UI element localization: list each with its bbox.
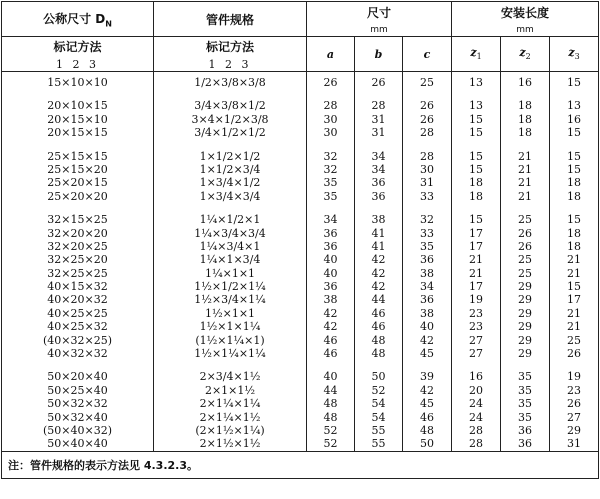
cell-dn: 32×15×25	[47, 213, 108, 227]
cell-b: 38	[371, 213, 386, 227]
cell-dn: 50×40×40	[47, 437, 108, 451]
cell-z1: 27	[469, 333, 484, 347]
cell-z2: 26	[518, 226, 533, 240]
cell-a: 38	[323, 293, 338, 307]
column-z1	[452, 72, 501, 452]
group-gap	[2, 140, 153, 150]
cell-z2: 35	[518, 410, 533, 424]
cell-a: 30	[323, 126, 338, 140]
cell-dn: 40×20×32	[47, 293, 108, 307]
cell-b: 41	[371, 239, 386, 253]
cell-z1: 27	[469, 347, 484, 361]
cell-dn: 50×25×40	[47, 383, 108, 397]
header-dn-label: 公称尺寸 D	[43, 11, 106, 26]
group-gap	[550, 140, 598, 150]
cell-z1: 13	[469, 99, 484, 113]
header-dn	[2, 2, 154, 37]
cell-z2: 21	[518, 176, 533, 190]
cell-z2: 36	[518, 423, 533, 437]
cell-dn: (40×32×25)	[42, 333, 112, 347]
cell-spec: 1½×1/2×1¼	[194, 280, 266, 294]
cell-a: 28	[323, 99, 338, 113]
group-gap	[403, 360, 451, 370]
cell-b: 34	[371, 149, 386, 163]
header-z3-label: z	[568, 46, 575, 60]
group-gap	[501, 89, 549, 99]
cell-z2: 18	[518, 126, 533, 140]
header-install-length-unit: mm	[516, 24, 534, 35]
cell-c: 42	[420, 333, 435, 347]
cell-z1: 21	[469, 266, 484, 280]
cell-a: 40	[323, 253, 338, 267]
cell-spec: 2×1×1½	[204, 383, 256, 397]
cell-c: 45	[420, 347, 435, 361]
cell-z2: 26	[518, 239, 533, 253]
cell-c: 35	[420, 239, 435, 253]
cell-c: 48	[420, 423, 435, 437]
group-gap	[501, 140, 549, 150]
cell-b: 36	[371, 189, 386, 203]
group-gap	[355, 360, 402, 370]
group-gap	[154, 360, 306, 370]
cell-c: 26	[420, 112, 435, 126]
column-b	[355, 72, 403, 452]
cell-a: 35	[323, 189, 338, 203]
cell-z3: 15	[567, 213, 582, 227]
cell-z3: 18	[567, 176, 582, 190]
cell-b: 54	[371, 397, 386, 411]
cell-dn: 40×32×32	[47, 347, 108, 361]
cell-dn: 20×15×10	[47, 112, 108, 126]
cell-dn: 32×25×20	[47, 253, 108, 267]
cell-a: 36	[323, 226, 338, 240]
cell-z3: 21	[567, 306, 582, 320]
cell-dn: (50×40×32)	[42, 423, 112, 437]
cell-z3: 15	[567, 162, 582, 176]
cell-dn: 32×25×25	[47, 266, 108, 280]
cell-z3: 19	[567, 370, 582, 384]
cell-spec: 1½×1×1	[204, 306, 256, 320]
header-spec-mark-nums: 1 2 3	[208, 57, 252, 71]
group-gap	[2, 203, 153, 213]
cell-a: 42	[323, 306, 338, 320]
cell-c: 50	[420, 437, 435, 451]
cell-spec: 1×3/4×1/2	[199, 176, 261, 190]
cell-a: 36	[323, 280, 338, 294]
cell-z3: 18	[567, 239, 582, 253]
cell-dn: 40×15×32	[47, 280, 108, 294]
cell-a: 52	[323, 423, 338, 437]
cell-b: 31	[371, 126, 386, 140]
cell-b: 28	[371, 99, 386, 113]
cell-z1: 28	[469, 423, 484, 437]
cell-spec: 1×1/2×1/2	[199, 149, 261, 163]
cell-spec: 3/4×1/2×1/2	[194, 126, 266, 140]
cell-spec: 1×1/2×3/4	[199, 162, 261, 176]
cell-a: 48	[323, 410, 338, 424]
cell-z3: 21	[567, 266, 582, 280]
cell-c: 30	[420, 162, 435, 176]
cell-b: 44	[371, 293, 386, 307]
cell-b: 55	[371, 437, 386, 451]
cell-z3: 27	[567, 410, 582, 424]
cell-spec: 3/4×3/8×1/2	[194, 99, 266, 113]
group-gap	[452, 140, 500, 150]
cell-spec: 1½×1×1¼	[199, 320, 261, 334]
table-body-row	[2, 72, 599, 452]
group-gap	[452, 360, 500, 370]
cell-z1: 17	[469, 226, 484, 240]
cell-a: 42	[323, 320, 338, 334]
cell-c: 26	[420, 99, 435, 113]
cell-a: 44	[323, 383, 338, 397]
cell-spec: 1/2×3/8×3/8	[194, 76, 266, 89]
header-dn-mark-label: 标记方法	[53, 39, 102, 54]
column-dn	[2, 72, 154, 452]
cell-z1: 15	[469, 162, 484, 176]
cell-b: 48	[371, 347, 386, 361]
cell-c: 25	[420, 76, 435, 89]
cell-z1: 15	[469, 126, 484, 140]
header-install-length	[452, 2, 599, 37]
cell-z1: 21	[469, 253, 484, 267]
cell-c: 33	[420, 189, 435, 203]
cell-z2: 18	[518, 112, 533, 126]
cell-a: 32	[323, 149, 338, 163]
cell-z2: 18	[518, 99, 533, 113]
cell-spec: 2×1½×1½	[199, 437, 261, 451]
group-gap	[550, 360, 598, 370]
cell-z3: 15	[567, 76, 582, 89]
column-z3	[550, 72, 599, 452]
cell-a: 40	[323, 370, 338, 384]
cell-c: 31	[420, 176, 435, 190]
group-gap	[452, 89, 500, 99]
cell-spec: 1¼×3/4×3/4	[194, 226, 266, 240]
header-b: b	[355, 37, 403, 72]
header-z3-subscript: 3	[574, 52, 580, 62]
cell-b: 48	[371, 333, 386, 347]
cell-z3: 18	[567, 189, 582, 203]
cell-z2: 35	[518, 397, 533, 411]
cell-z1: 24	[469, 410, 484, 424]
header-z1-label: z	[470, 46, 477, 60]
cell-a: 32	[323, 162, 338, 176]
cell-z1: 16	[469, 370, 484, 384]
group-gap	[355, 89, 402, 99]
cell-a: 48	[323, 397, 338, 411]
cell-dn: 50×20×40	[47, 370, 108, 384]
cell-z3: 15	[567, 126, 582, 140]
cell-spec: 1½×1¼×1¼	[194, 347, 266, 361]
header-dn-mark	[2, 37, 154, 72]
header-z2-label: z	[519, 46, 526, 60]
group-gap	[154, 140, 306, 150]
cell-spec: 2×3/4×1½	[199, 370, 261, 384]
cell-spec: 2×1¼×1¼	[199, 397, 261, 411]
header-dimensions	[307, 2, 452, 37]
cell-a: 46	[323, 333, 338, 347]
cell-z1: 23	[469, 306, 484, 320]
cell-z3: 23	[567, 383, 582, 397]
cell-z2: 21	[518, 162, 533, 176]
cell-dn: 20×10×15	[47, 99, 108, 113]
column-spec	[154, 72, 307, 452]
specification-table	[1, 1, 599, 479]
cell-c: 33	[420, 226, 435, 240]
cell-z3: 31	[567, 437, 582, 451]
cell-b: 50	[371, 370, 386, 384]
cell-a: 52	[323, 437, 338, 451]
group-gap	[403, 140, 451, 150]
header-z1-subscript: 1	[476, 52, 482, 62]
cell-z2: 21	[518, 189, 533, 203]
cell-c: 38	[420, 306, 435, 320]
cell-z1: 15	[469, 112, 484, 126]
cell-b: 42	[371, 280, 386, 294]
cell-a: 46	[323, 347, 338, 361]
group-gap	[2, 89, 153, 99]
group-gap	[501, 360, 549, 370]
cell-dn: 32×20×20	[47, 226, 108, 240]
cell-dn: 15×10×10	[47, 76, 108, 89]
cell-z2: 29	[518, 320, 533, 334]
column-a	[307, 72, 355, 452]
cell-b: 46	[371, 320, 386, 334]
cell-c: 38	[420, 266, 435, 280]
cell-b: 54	[371, 410, 386, 424]
group-gap	[307, 203, 354, 213]
cell-z3: 26	[567, 397, 582, 411]
cell-z2: 29	[518, 347, 533, 361]
cell-c: 28	[420, 126, 435, 140]
cell-dn: 20×15×15	[47, 126, 108, 140]
header-z1	[452, 37, 501, 72]
header-c: c	[403, 37, 452, 72]
header-install-length-label: 安装长度	[501, 5, 550, 20]
header-dn-mark-nums: 1 2 3	[56, 57, 99, 71]
cell-z3: 15	[567, 280, 582, 294]
cell-dn: 50×32×32	[47, 397, 108, 411]
cell-z2: 29	[518, 306, 533, 320]
cell-z2: 16	[518, 76, 533, 89]
cell-c: 32	[420, 213, 435, 227]
cell-b: 26	[371, 76, 386, 89]
cell-z1: 15	[469, 213, 484, 227]
cell-z2: 29	[518, 333, 533, 347]
cell-dn: 25×15×20	[47, 162, 108, 176]
cell-z2: 35	[518, 383, 533, 397]
cell-b: 46	[371, 306, 386, 320]
cell-c: 28	[420, 149, 435, 163]
cell-z1: 18	[469, 176, 484, 190]
column-z2	[501, 72, 550, 452]
cell-spec: 1¼×1×1	[204, 266, 256, 280]
cell-spec: 3×4×1/2×3/8	[191, 112, 269, 126]
table-note: 注：管件规格的表示方法见 4.3.2.3。	[2, 451, 599, 478]
cell-spec: 1×3/4×3/4	[199, 189, 261, 203]
cell-z2: 21	[518, 149, 533, 163]
cell-z1: 15	[469, 149, 484, 163]
group-gap	[355, 203, 402, 213]
cell-z2: 35	[518, 370, 533, 384]
cell-spec: 2×1¼×1½	[199, 410, 261, 424]
group-gap	[403, 89, 451, 99]
cell-c: 46	[420, 410, 435, 424]
cell-z3: 18	[567, 226, 582, 240]
cell-dn: 25×15×15	[47, 149, 108, 163]
header-z3	[550, 37, 599, 72]
header-spec-label: 管件规格	[205, 12, 254, 27]
cell-z3: 21	[567, 253, 582, 267]
column-c	[403, 72, 452, 452]
cell-z1: 20	[469, 383, 484, 397]
cell-c: 39	[420, 370, 435, 384]
cell-z3: 13	[567, 99, 582, 113]
cell-spec: (2×1½×1¼)	[195, 423, 265, 437]
cell-a: 35	[323, 176, 338, 190]
cell-dn: 40×25×32	[47, 320, 108, 334]
group-gap	[550, 89, 598, 99]
cell-z3: 25	[567, 333, 582, 347]
cell-a: 36	[323, 239, 338, 253]
cell-a: 40	[323, 266, 338, 280]
header-z2	[501, 37, 550, 72]
cell-b: 42	[371, 253, 386, 267]
cell-z1: 19	[469, 293, 484, 307]
header-spec-mark	[154, 37, 307, 72]
header-spec-mark-label: 标记方法	[205, 39, 254, 54]
group-gap	[501, 203, 549, 213]
cell-z1: 24	[469, 397, 484, 411]
cell-spec: (1½×1¼×1)	[195, 333, 265, 347]
cell-b: 31	[371, 112, 386, 126]
group-gap	[307, 140, 354, 150]
header-dimensions-label: 尺寸	[367, 5, 392, 20]
group-gap	[452, 203, 500, 213]
cell-z3: 17	[567, 293, 582, 307]
cell-z1: 23	[469, 320, 484, 334]
group-gap	[307, 360, 354, 370]
header-dn-subscript: N	[105, 19, 112, 29]
cell-z3: 26	[567, 347, 582, 361]
group-gap	[154, 203, 306, 213]
cell-b: 42	[371, 266, 386, 280]
cell-c: 45	[420, 397, 435, 411]
group-gap	[307, 89, 354, 99]
cell-z3: 16	[567, 112, 582, 126]
group-gap	[355, 140, 402, 150]
specification-table-container	[1, 1, 598, 497]
group-gap	[154, 89, 306, 99]
cell-dn: 40×25×25	[47, 306, 108, 320]
cell-z2: 29	[518, 280, 533, 294]
cell-z2: 25	[518, 253, 533, 267]
cell-spec: 1¼×1/2×1	[199, 213, 261, 227]
cell-z1: 17	[469, 280, 484, 294]
header-a: a	[307, 37, 355, 72]
cell-c: 36	[420, 293, 435, 307]
header-dimensions-unit: mm	[370, 24, 388, 35]
cell-z1: 13	[469, 76, 484, 89]
cell-b: 41	[371, 226, 386, 240]
cell-z3: 29	[567, 423, 582, 437]
cell-dn: 25×20×15	[47, 176, 108, 190]
cell-c: 36	[420, 253, 435, 267]
cell-a: 34	[323, 213, 338, 227]
cell-c: 34	[420, 280, 435, 294]
cell-spec: 1¼×1×3/4	[199, 253, 261, 267]
header-spec	[154, 2, 307, 37]
cell-dn: 25×20×20	[47, 189, 108, 203]
cell-spec: 1¼×3/4×1	[199, 239, 261, 253]
cell-a: 26	[323, 76, 338, 89]
cell-c: 42	[420, 383, 435, 397]
header-z2-subscript: 2	[525, 52, 531, 62]
cell-z3: 21	[567, 320, 582, 334]
group-gap	[2, 360, 153, 370]
cell-a: 30	[323, 112, 338, 126]
cell-z2: 36	[518, 437, 533, 451]
cell-z2: 25	[518, 266, 533, 280]
cell-b: 34	[371, 162, 386, 176]
cell-spec: 1½×3/4×1¼	[194, 293, 266, 307]
cell-dn: 32×20×25	[47, 239, 108, 253]
group-gap	[403, 203, 451, 213]
cell-z1: 28	[469, 437, 484, 451]
cell-dn: 50×32×40	[47, 410, 108, 424]
cell-z1: 18	[469, 189, 484, 203]
cell-b: 36	[371, 176, 386, 190]
cell-c: 40	[420, 320, 435, 334]
cell-z1: 17	[469, 239, 484, 253]
cell-z3: 15	[567, 149, 582, 163]
group-gap	[550, 203, 598, 213]
cell-z2: 25	[518, 213, 533, 227]
cell-b: 55	[371, 423, 386, 437]
cell-z2: 29	[518, 293, 533, 307]
cell-b: 52	[371, 383, 386, 397]
